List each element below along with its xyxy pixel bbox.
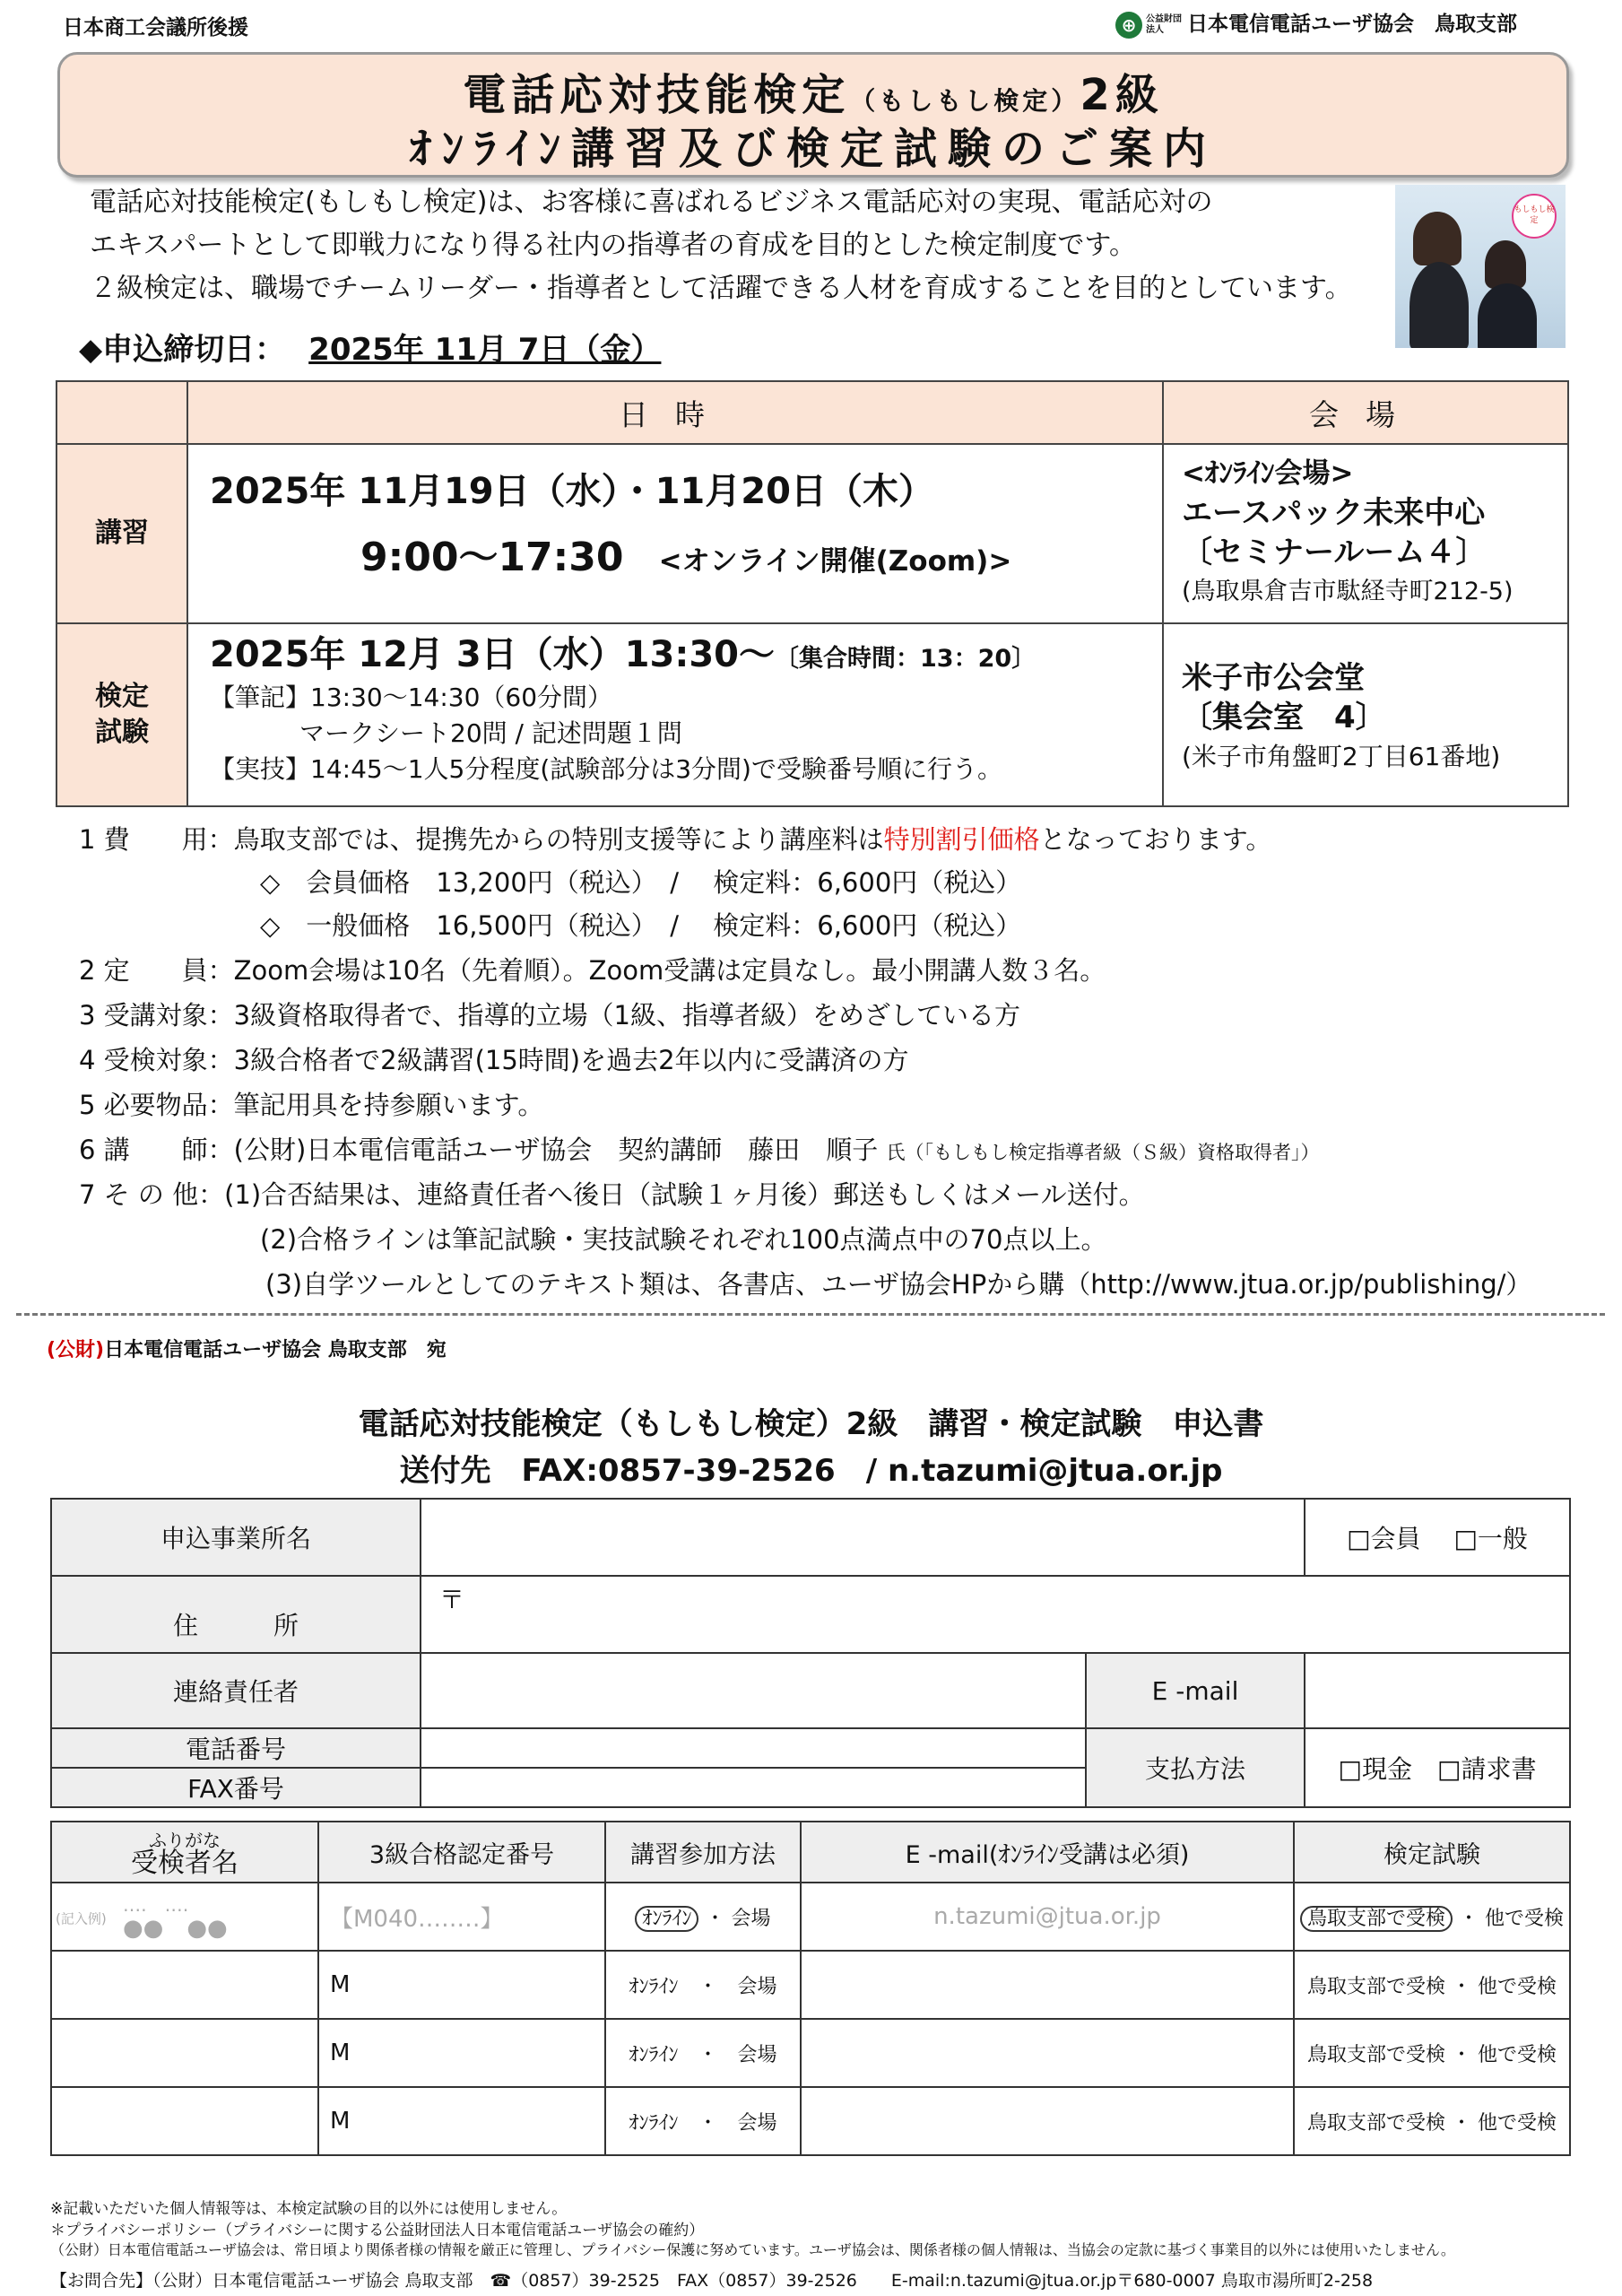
- exam-label: [56, 623, 187, 806]
- lecture-date: 2025年 11月19日（水）・11月20日（木）: [210, 471, 934, 512]
- col-method: 講習参加方法: [605, 1822, 801, 1883]
- col-applicant-name: 受検者名: [131, 1848, 239, 1879]
- title-banner: [57, 52, 1569, 178]
- deadline-label: ◆申込締切日：: [79, 332, 286, 368]
- example-method-venue: 会場: [731, 1907, 771, 1930]
- applicant-name-input[interactable]: [51, 2087, 318, 2155]
- exam-written: 【筆記】13:30～14:30（60分間）: [210, 683, 613, 712]
- payment-label: 支払方法: [1086, 1728, 1305, 1807]
- col-furigana: ふりがな: [149, 1830, 221, 1851]
- method-online: ｵﾝﾗｲﾝ: [629, 1975, 679, 1998]
- fee-member: ◇ 会員価格 13,200円（税込） / 検定料：6,600円（税込）: [260, 867, 1022, 898]
- other-3: (3)自学ツールとしてのテキスト類は、各書店、ユーザ協会HPから購（http://www.jtua.or.jp/publishing/）: [265, 1269, 1532, 1300]
- lecture-venue-type: <ｵﾝﾗｲﾝ会場>: [1182, 457, 1354, 490]
- applicant-email-input[interactable]: [801, 2087, 1294, 2155]
- form-title: 電話応対技能検定（もしもし検定）2級 講習・検定試験 申込書: [358, 1406, 1264, 1442]
- email-input[interactable]: [1305, 1653, 1570, 1728]
- capacity: 2 定 員：Zoom会場は10名（先着順）。Zoom受講は定員なし。最小開講人数３名。: [79, 955, 1106, 986]
- method-choice[interactable]: [605, 2019, 801, 2087]
- exam-other: 他で受検: [1478, 2043, 1557, 2066]
- method-venue: 会場: [737, 2111, 777, 2135]
- contact-input[interactable]: [421, 1653, 1086, 1728]
- fee-discount-highlight: 特別割引価格: [883, 824, 1040, 855]
- exam-separator: ・: [1458, 1907, 1479, 1930]
- member-type-options[interactable]: □会員 □一般: [1305, 1499, 1570, 1576]
- example-exam-branch: 鳥取支部で受検: [1300, 1906, 1453, 1932]
- applicant-row: [51, 2019, 1570, 2087]
- method-separator: ・: [698, 1975, 718, 1998]
- other-2: (2)合格ラインは筆記試験・実技試験それぞれ100点満点中の70点以上。: [260, 1224, 1107, 1255]
- exam-label-1: 検定: [95, 681, 149, 712]
- exam-choice[interactable]: [1294, 2019, 1570, 2087]
- applicant-name-input[interactable]: [51, 1951, 318, 2019]
- fee-text-end: となっております。: [1039, 824, 1272, 855]
- cert-no-input[interactable]: [318, 2019, 605, 2087]
- instructor: [79, 1130, 1320, 1167]
- exam-separator: ・: [1451, 2043, 1471, 2066]
- exam-practical: 【実技】14:45～1人5分程度(試験部分は3分間)で受験番号順に行う。: [210, 754, 1002, 784]
- company-input[interactable]: [421, 1499, 1305, 1576]
- exam-gather-time: 〔集合時間：13：20〕: [775, 645, 1037, 673]
- method-venue: 会場: [737, 2043, 777, 2066]
- fax-input[interactable]: [421, 1768, 1086, 1807]
- exam-written-detail: マークシート20問 / 記述問題１問: [299, 718, 682, 748]
- method-online: ｵﾝﾗｲﾝ: [629, 2043, 679, 2066]
- banner-line-1: [60, 60, 1566, 122]
- cut-line: [16, 1313, 1605, 1316]
- method-choice[interactable]: [605, 1951, 801, 2019]
- lecture-venue-room: 〔セミナールーム４〕: [1182, 535, 1487, 570]
- business-people-photo: [1395, 185, 1566, 348]
- exam-choice[interactable]: [1294, 1951, 1570, 2019]
- company-label: 申込事業所名: [51, 1499, 421, 1576]
- banner-grade: 2級: [1080, 70, 1164, 120]
- company-form-table: [50, 1498, 1571, 1808]
- exam-choice[interactable]: [1294, 2087, 1570, 2155]
- other-1: 7 そ の 他：(1)合否結果は、連絡責任者へ後日（試験１ヶ月後）郵送もしくはメール送付。: [79, 1179, 1145, 1210]
- banner-title: 電話応対技能検定: [463, 70, 851, 120]
- lecture-target: 3 受講対象：3級資格取得者で、指導的立場（1級、指導者級）をめざしている方: [79, 1000, 1020, 1031]
- fee-general: ◇ 一般価格 16,500円（税込） / 検定料：6,600円（税込）: [260, 910, 1022, 941]
- example-cert: 【M040‥‥‥‥】: [318, 1883, 605, 1951]
- deadline-date: 2025年 11月 7日（金）: [308, 332, 662, 368]
- exam-other: 他で受検: [1478, 1975, 1557, 1998]
- applicant-email-input[interactable]: [801, 1951, 1294, 2019]
- cert-prefix: M: [330, 1971, 351, 1998]
- payment-options[interactable]: □現金 □請求書: [1305, 1728, 1570, 1807]
- fax-label: FAX番号: [51, 1768, 421, 1807]
- lecture-venue-name: エースパック未来中心: [1182, 495, 1486, 531]
- lecture-mode: <オンライン開催(Zoom)>: [658, 545, 1012, 578]
- cert-no-input[interactable]: [318, 1951, 605, 2019]
- applicant-email-input[interactable]: [801, 2019, 1294, 2087]
- contact-info: 【お問合先】（公財）日本電信電話ユーザ協会 鳥取支部 ☎（0857）39-2525 FAX（0857）39-2526 E-mail:n.tazumi@jtua.or.jp〒680-0007 鳥取市湯所町2-258: [50, 2271, 1374, 2291]
- intro-line-2: エキスパートとして即戦力になり得る社内の指導者の育成を目的とした検定制度です。: [90, 230, 1136, 261]
- exam-venue-room: 〔集会室 4〕: [1182, 700, 1386, 735]
- required-items: 5 必要物品：筆記用具を持参願います。: [79, 1090, 544, 1120]
- method-separator: ・: [698, 2111, 718, 2135]
- exam-date: 2025年 12月 3日（水）13:30～: [210, 634, 775, 675]
- email-label: E -mail: [1086, 1653, 1305, 1728]
- banner-subtitle: （もしもし検定）: [850, 86, 1080, 116]
- exam-row: [56, 623, 1568, 806]
- exam-venue-address: (米子市角盤町2丁目61番地): [1182, 742, 1501, 771]
- col-cert-no: 3級合格認定番号: [318, 1822, 605, 1883]
- example-kana: ‥‥ ‥‥: [122, 1894, 189, 1916]
- org-branch: 鳥取支部: [1435, 13, 1517, 36]
- applicant-row: [51, 2087, 1570, 2155]
- lecture-row: [56, 444, 1568, 623]
- exam-venue-name: 米子市公会堂: [1182, 660, 1365, 696]
- contact-label: 連絡責任者: [51, 1653, 421, 1728]
- address-label: 住 所: [51, 1576, 421, 1653]
- note-privacy-detail: （公財）日本電信電話ユーザ協会は、常日頃より関係者様の情報を厳正に管理し、プライバシー保護に努めています。ユーザ協会は、関係者様の個人情報は、当協会の定款に基づく事業目的以外には使用いたしません。: [50, 2241, 1455, 2258]
- instructor-qualification: 氏（「もしもし検定指導者級（Ｓ級）資格取得者」）: [886, 1142, 1320, 1163]
- exam-other: 他で受検: [1478, 2111, 1557, 2135]
- sponsor-label: 日本商工会議所後援: [63, 16, 248, 39]
- exam-label-2: 試験: [95, 717, 149, 748]
- deadline: [79, 325, 661, 369]
- fee-text: 1 費 用：鳥取支部では、提携先からの特別支援等により講座料は: [79, 824, 884, 855]
- method-separator: ・: [705, 1907, 725, 1930]
- method-choice[interactable]: [605, 2087, 801, 2155]
- org-type-label: 公益財団法人: [1146, 13, 1182, 35]
- example-label: (記入例): [56, 1910, 107, 1927]
- exam-branch: 鳥取支部で受検: [1306, 2111, 1445, 2135]
- banner-line-2: ｵﾝﾗｲﾝ講習及び検定試験のご案内: [409, 124, 1217, 174]
- method-online: ｵﾝﾗｲﾝ: [629, 2111, 679, 2135]
- cert-prefix: M: [330, 2108, 351, 2135]
- instructor-name: 6 講 師：(公財)日本電信電話ユーザ協会 契約講師 藤田 順子: [79, 1135, 879, 1165]
- organization-header: [1115, 7, 1517, 39]
- exam-separator: ・: [1451, 1975, 1471, 1998]
- example-name: ●● ●●: [122, 1915, 228, 1942]
- addressee-prefix: (公財): [47, 1339, 105, 1361]
- col-name: [51, 1822, 318, 1883]
- applicants-table: [50, 1821, 1571, 2156]
- applicant-row: [51, 1951, 1570, 2019]
- example-exam-other: 他で受検: [1485, 1907, 1565, 1930]
- moshimoshi-badge-icon: もしもし検定: [1512, 194, 1557, 239]
- lecture-time: 9:00～17:30: [360, 535, 624, 580]
- phone-input[interactable]: [421, 1728, 1086, 1768]
- col-venue: 会場: [1163, 381, 1568, 444]
- zip-mark: 〒: [439, 1585, 465, 1614]
- lecture-venue-address: (鳥取県倉吉市駄経寺町212-5): [1182, 578, 1514, 605]
- cert-prefix: M: [330, 2039, 351, 2066]
- col-exam: 検定試験: [1294, 1822, 1570, 1883]
- phone-label: 電話番号: [51, 1728, 421, 1768]
- note-privacy-use: ※記載いただいた個人情報等は、本検定試験の目的以外には使用しません。: [50, 2200, 568, 2218]
- example-method-online: ｵﾝﾗｲﾝ: [635, 1906, 698, 1932]
- method-venue: 会場: [737, 1975, 777, 1998]
- form-addressee: [47, 1335, 447, 1362]
- exam-target: 4 受検対象：3級合格者で2級講習(15時間)を過去2年以内に受講済の方: [79, 1045, 909, 1075]
- lecture-label: 講習: [56, 444, 187, 623]
- organization-logo-icon: ⊕: [1115, 12, 1142, 39]
- fee-line: [79, 820, 1271, 857]
- col-datetime: 日時: [187, 381, 1163, 444]
- applicant-name-input[interactable]: [51, 2019, 318, 2087]
- form-send-to: 送付先 FAX:0857-39-2526 / n.tazumi@jtua.or.jp: [399, 1453, 1223, 1489]
- intro-line-1: 電話応対技能検定(もしもし検定)は、お客様に喜ばれるビジネス電話応対の実現、電話応対の: [90, 187, 1213, 218]
- addressee-name: 日本電信電話ユーザ協会 鳥取支部 宛: [104, 1339, 447, 1361]
- exam-branch: 鳥取支部で受検: [1306, 1975, 1445, 1998]
- cert-no-input[interactable]: [318, 2087, 605, 2155]
- schedule-table: [56, 380, 1569, 807]
- intro-line-3: ２級検定は、職場でチームリーダー・指導者として活躍できる人材を育成することを目的としています。: [90, 273, 1352, 304]
- col-email: E -mail(ｵﾝﾗｲﾝ受講は必須): [801, 1822, 1294, 1883]
- note-privacy-policy: ＊プライバシーポリシー（プライバシーに関する公益財団法人日本電信電話ユーザ協会の確約）: [50, 2222, 705, 2239]
- exam-separator: ・: [1451, 2111, 1471, 2135]
- org-name: 日本電信電話ユーザ協会: [1187, 13, 1414, 36]
- example-email: n.tazumi@jtua.or.jp: [801, 1883, 1294, 1951]
- exam-branch: 鳥取支部で受検: [1306, 2043, 1445, 2066]
- method-separator: ・: [698, 2043, 718, 2066]
- example-row: [51, 1883, 1570, 1951]
- address-input[interactable]: [421, 1576, 1570, 1653]
